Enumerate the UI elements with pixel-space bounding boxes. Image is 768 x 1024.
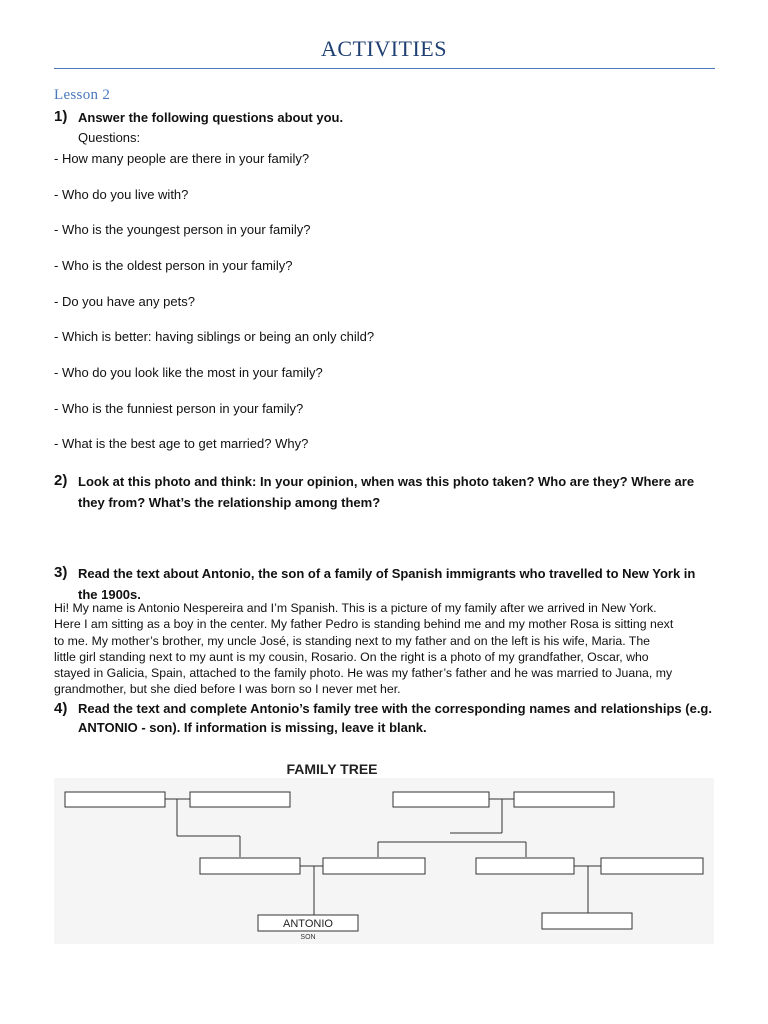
tree-box xyxy=(190,792,290,807)
paragraph-line: little girl standing next to my aunt is my cousin, Rosario. On the right is a photo of my grandfather, Oscar, who xyxy=(54,649,649,664)
question-4-text: Read the text and complete Antonio’s family tree with the corresponding names and relationships (e.g. ANTONIO - son). If information is missing, leave it blank. xyxy=(78,701,712,735)
question-2-text: Look at this photo and think: In your opinion, when was this photo taken? Who are they? Where are they from? What’s the relationship among them? xyxy=(78,474,695,510)
question-item: - Who do you live with? xyxy=(54,187,189,202)
question-1-number: 1) xyxy=(54,108,68,125)
question-1-text: Answer the following questions about you. xyxy=(78,110,344,125)
question-2-number: 2) xyxy=(54,472,68,489)
tree-box xyxy=(601,858,703,874)
paragraph-line: stayed in Galicia, Spain, attached to the family photo. He was my father’s father and he was married to Juana, my xyxy=(54,666,673,681)
antonio-name: ANTONIO xyxy=(283,918,333,930)
question-3-text: Read the text about Antonio, the son of a family of Spanish immigrants who travelled to New York in the 1900s. xyxy=(78,566,696,602)
tree-box xyxy=(323,858,425,874)
family-tree-diagram xyxy=(54,750,714,950)
question-item: - Who do you look like the most in your family? xyxy=(54,365,323,380)
tree-box xyxy=(514,792,614,807)
paragraph-line: Here I am sitting as a boy in the center. My father Pedro is standing behind me and my mother Rosa is sitting next xyxy=(54,617,674,632)
paragraph-line: Hi! My name is Antonio Nespereira and I’m Spanish. This is a picture of my family after we arrived in New York. xyxy=(54,601,657,615)
question-4-number: 4) xyxy=(54,700,68,717)
tree-box xyxy=(542,913,632,929)
question-item: - What is the best age to get married? Why? xyxy=(54,436,309,451)
question-item: - Who is the funniest person in your family? xyxy=(54,401,304,416)
question-item: - Who is the youngest person in your family? xyxy=(54,222,311,237)
lesson-heading: Lesson 2 xyxy=(54,87,111,103)
family-tree-title: FAMILY TREE xyxy=(286,761,378,777)
page-title: ACTIVITIES xyxy=(321,36,447,61)
antonio-paragraph xyxy=(54,600,714,698)
questions-label: Questions: xyxy=(78,130,141,145)
paragraph-line: to me. My mother’s brother, my uncle José, is standing next to my father and on the left is his wife, Maria. The xyxy=(54,633,650,648)
question-3-number: 3) xyxy=(54,564,68,581)
tree-box xyxy=(200,858,300,874)
tree-box xyxy=(65,792,165,807)
question-item: - How many people are there in your family? xyxy=(54,151,310,166)
tree-box xyxy=(393,792,489,807)
antonio-role: SON xyxy=(300,934,316,941)
question-item: - Who is the oldest person in your family? xyxy=(54,258,293,273)
title-rule xyxy=(54,68,715,69)
paragraph-line: grandmother, but she died before I was born so I never met her. xyxy=(54,682,401,697)
question-item: - Which is better: having siblings or being an only child? xyxy=(54,329,375,344)
question-item: - Do you have any pets? xyxy=(54,294,195,309)
tree-box xyxy=(476,858,574,874)
